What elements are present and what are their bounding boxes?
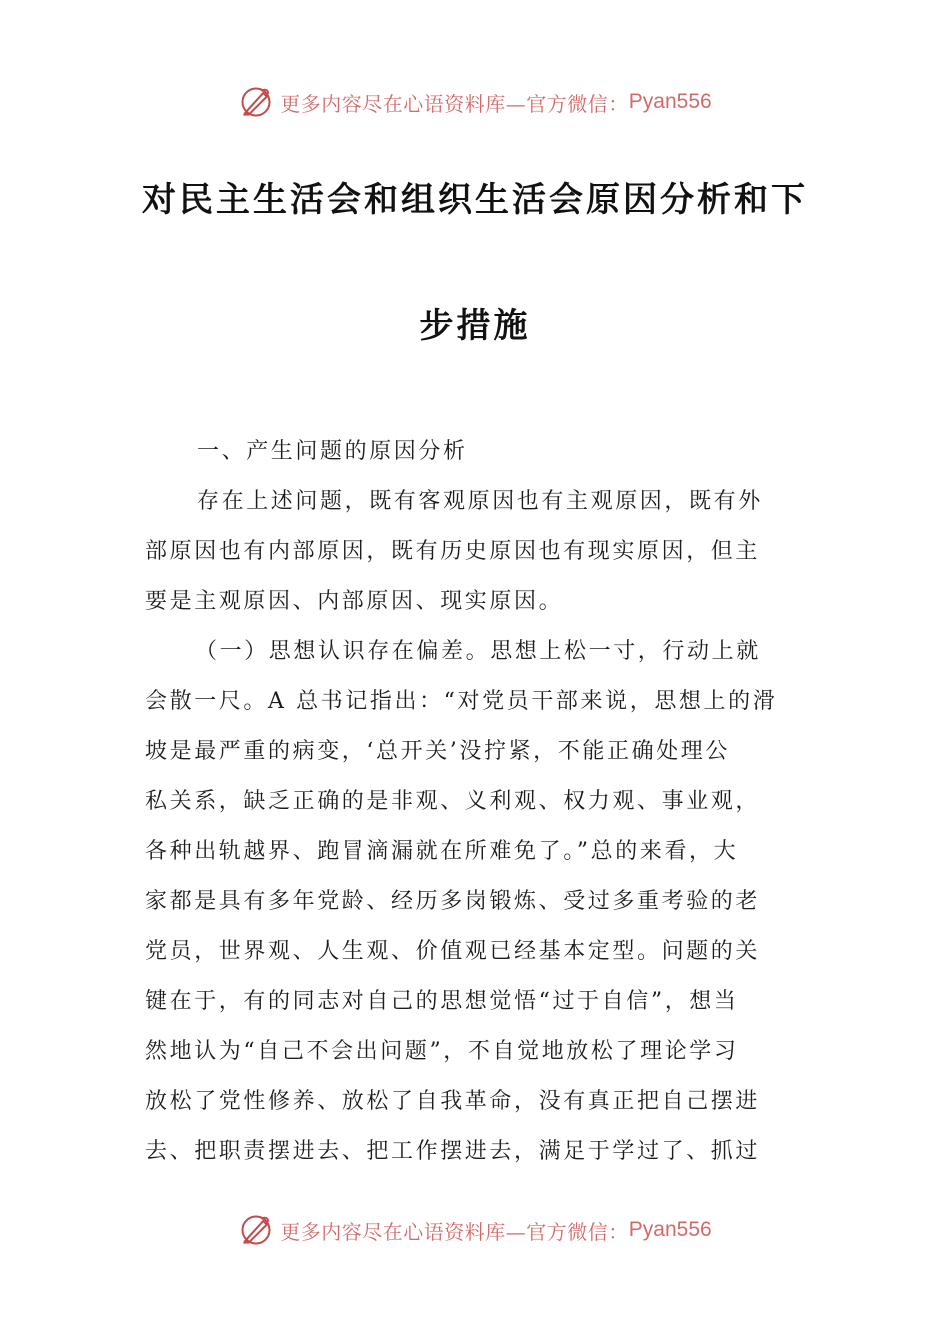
paragraph-line: 私关系，缺乏正确的是非观、义利观、权力观、事业观， — [145, 789, 761, 814]
document-title-line-1: 对民主生活会和组织生活会原因分析和下 — [142, 180, 808, 220]
paragraph-line: 键在于，有的同志对自己的思想觉悟“过于自信”，想当 — [145, 989, 739, 1014]
paragraph-line: 要是主观原因、内部原因、现实原因。 — [145, 589, 564, 614]
watermark-wechat-id: Pyan556 — [628, 90, 712, 113]
watermark-header — [0, 82, 950, 122]
paragraph-line: 存在上述问题，既有客观原因也有主观原因，既有外 — [197, 489, 763, 514]
document-title-line-2: 步措施 — [419, 306, 531, 346]
paragraph-line: 坡是最严重的病变，‘总开关’没拧紧，不能正确处理公 — [145, 739, 730, 764]
paragraph-line: 放松了党性修养、放松了自我革命，没有真正把自己摆进 — [145, 1089, 761, 1114]
watermark-text: 更多内容尽在心语资料库—官方微信： — [280, 1219, 629, 1244]
subsection-line: （一）思想认识存在偏差。思想上松一寸，行动上就 — [195, 639, 761, 664]
pen-logo-icon — [238, 1212, 274, 1248]
document-body — [145, 427, 805, 1177]
paragraph-line: 去、把职责摆进去、把工作摆进去，满足于学过了、抓过 — [145, 1139, 761, 1164]
paragraph-line: 党员，世界观、人生观、价值观已经基本定型。问题的关 — [145, 939, 761, 964]
paragraph-line: 各种出轨越界、跑冒滴漏就在所难免了。”总的来看，大 — [145, 839, 739, 864]
paragraph-line: 部原因也有内部原因，既有历史原因也有现实原因，但主 — [145, 539, 761, 564]
watermark-text: 更多内容尽在心语资料库—官方微信： — [280, 91, 629, 116]
paragraph-line: 会散一尺。A 总书记指出：“对党员干部来说，思想上的滑 — [145, 689, 778, 714]
pen-logo-icon — [238, 84, 274, 120]
watermark-wechat-id: Pyan556 — [628, 1218, 712, 1241]
watermark-footer — [0, 1210, 950, 1250]
paragraph-line: 然地认为“自己不会出问题”，不自觉地放松了理论学习 — [145, 1039, 739, 1064]
paragraph-line: 家都是具有多年党龄、经历多岗锻炼、受过多重考验的老 — [145, 889, 761, 914]
section-heading: 一、产生问题的原因分析 — [197, 439, 468, 464]
